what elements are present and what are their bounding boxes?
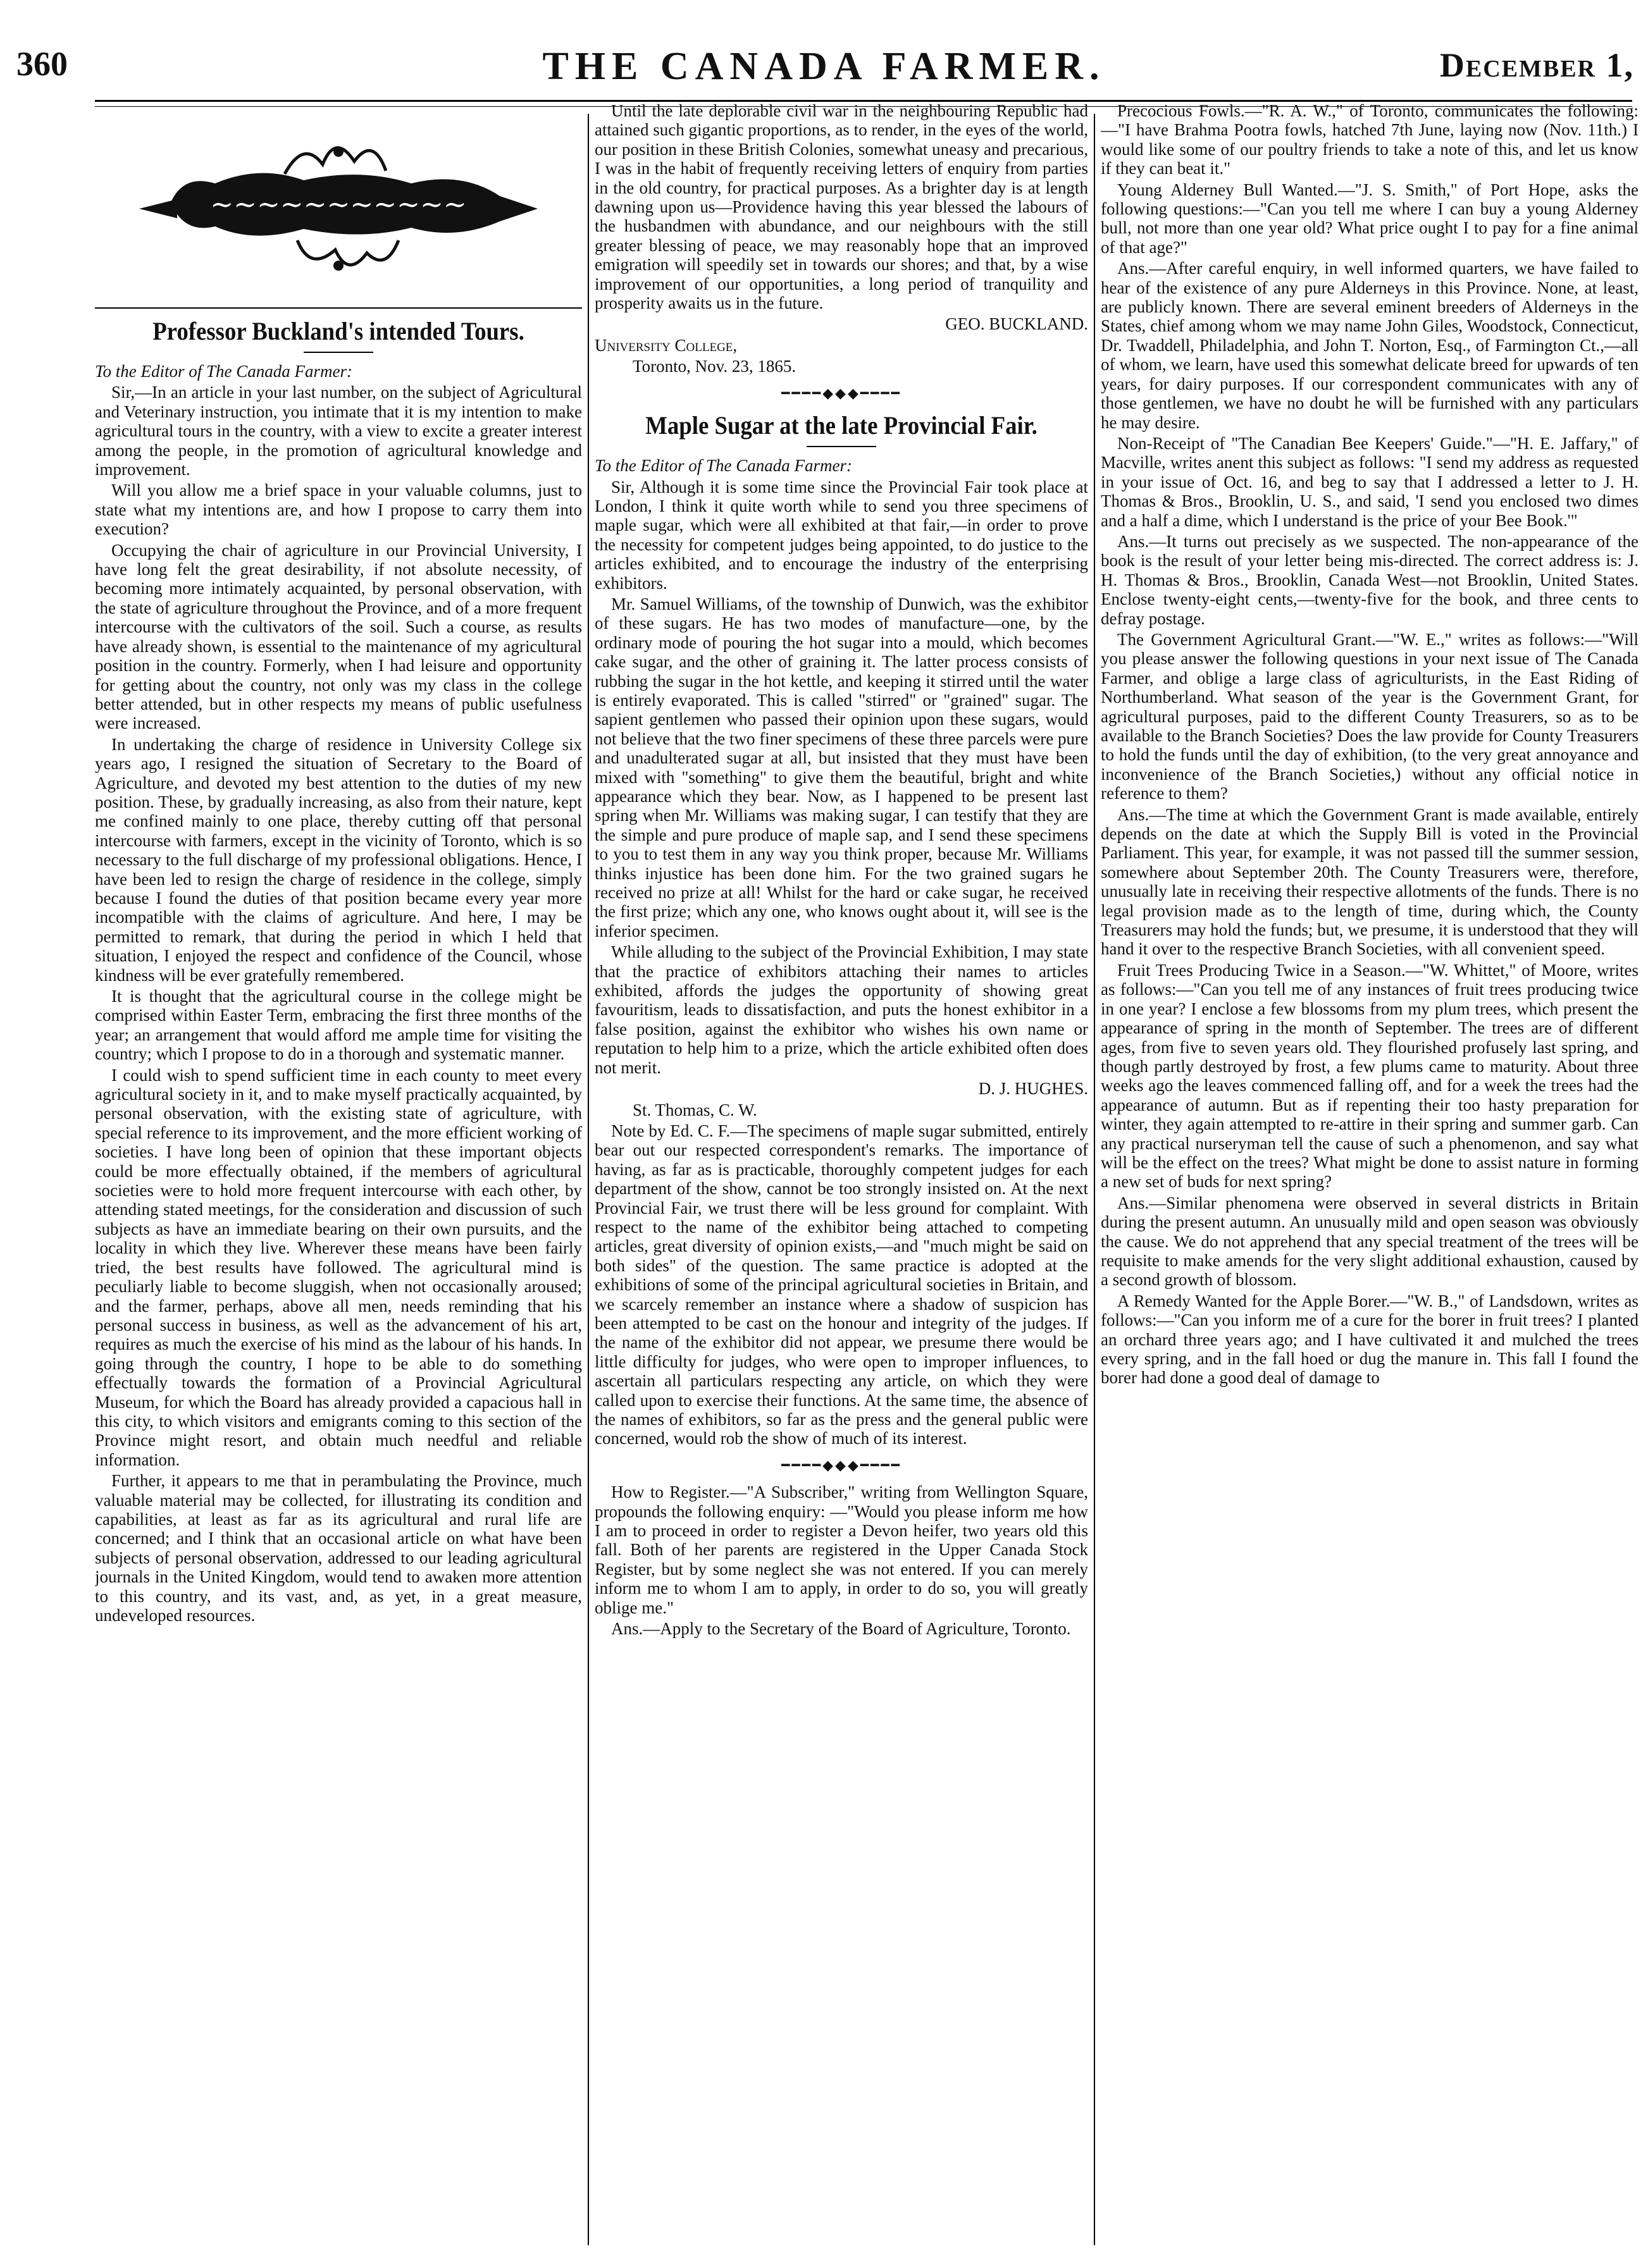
divider-ornament: ━━━━◆◆◆━━━━ [781,385,901,401]
paragraph: Non-Receipt of "The Canadian Bee Keepers' Guide."—"H. E. Jaffary," of Macville, writes anent this subject as follows: "I send my address as requested in your issue of Oct. 16, and beg to say that I addressed a letter to J. H. Thomas & Bros., Brooklin, U. S., and said, 'I send you enclosed two dimes and a half a dime, which I understand is the price of your Bee Book.'" [1101,433,1639,530]
paragraph: It is thought that the agricultural course in the college might be comprised within Easter Term, embracing the first three months of the year; an arrangement that would afford me ample time for visiting the country; which I propose to do in a thorough and systematic manner. [95,987,582,1064]
paragraph: In undertaking the charge of residence in University College six years ago, I resigned the situation of Secretary to the Board of Agriculture, and devoted my best attention to the duties of my new position. These, by gradually increasing, as also from their nature, kept me confined mainly to one place, thereby cutting off that personal intercourse with farmers, except in the vicinity of Toronto, which is so necessary to the full discharge of my professional obligations. Hence, I have been led to resign the charge of residence in the college, simply because I found the duties of that position became every year more incompatible with the claims of agriculture. And here, I may be permitted to remark, that during the period in which I held that situation, I enjoyed the respect and confidence of the Council, whose kindness will be ever gratefully remembered. [95,734,582,985]
section-rule [95,307,582,309]
column-divider-1 [588,114,589,2245]
signature: GEO. BUCKLAND. [945,314,1088,334]
paragraph: Ans.—The time at which the Government Grant is made available, entirely depends on the date at which the Supply Bill is voted in the Provincial Parliament. This year, for example, it was not passed till the summer session, somewhere about September 20th. The County Treasurers were, therefore, unusually late in receiving their respective allotments of the funds. There is no legal provision made as to the length of time, during which, the County Treasurers may hold the funds; but, we presume, it is understood that they will hand it over to the respective Branch Societies, with all convenient speed. [1101,804,1639,959]
paragraph: While alluding to the subject of the Provincial Exhibition, I may state that the practice of exhibitors attaching their names to articles exhibited, affords the judges the opportunity of showing great favouritism, leads to dissatisfaction, and puts the honest exhibitor in a false position, against the exhibitor who wishes his own name or reputation to help him to a prize, which the article exhibited often does not merit. [595,942,1088,1077]
paragraph: Occupying the chair of agriculture in our Provincial University, I have long felt the great desirability, if not absolute necessity, of becoming more intimately acquainted, by personal observation, with the state of agriculture throughout the Province, and of a more frequent intercourse with the cultivators of the soil. Such a course, as results have already shown, is essential to the maintenance of my agricultural position in the country. Formerly, when I had leisure and opportunity for getting about the country, not only was my class in the college better attended, but in other respects my means of public usefulness were increased. [95,540,582,733]
column-3 [1101,101,1639,2239]
paragraph: Further, it appears to me that in perambulating the Province, much valuable material may be collected, for illustrating its condition and capabilities, at least as far as its agricultural and rural life are concerned; and I think that an occasional article on what have been subjects of personal observation, addressed to our leading agricultural journals in the United Kingdom, would tend to awaken more attention to this country, and its vast, and, as yet, in a great measure, undeveloped resources. [95,1471,582,1625]
editor-note: Note by Ed. C. F.—The specimens of maple sugar submitted, entirely bear out our respected correspondent's remarks. The importance of having, as far as is practicable, thoroughly competent judges for each department of the show, cannot be too strongly insisted on. At the next Provincial Fair, we trust there will be less ground for complaint. With respect to the name of the exhibitor being attached to competing articles, great diversity of opinion exists,—and "much might be said on both sides" of the question. The same practice is adopted at the exhibitions of some of the principal agricultural societies in Britain, and we scarcely remember an instance where a shadow of suspicion has been attempted to be cast on the honour and integrity of the judges. If the name of the exhibitor did not appear, we presume there would be little difficulty for judges, who were open to improper influences, to ascertain all particulars respecting any article, on which they were called upon to exercise their functions. At the same time, the absence of the names of exhibitors, so far as the press and the general public were concerned, would rob the show of much of its interest. [595,1121,1088,1448]
paragraph: Ans.—It turns out precisely as we suspected. The non-appearance of the book is the result of your letter being mis-directed. The correct address is: J. H. Thomas & Bros., Brooklin, Canada West—not Brooklin, United States. Enclose twenty-eight cents,—twenty-five for the book, and three cents to defray postage. [1101,531,1639,628]
salutation: To the Editor of The Canada Farmer: [595,456,853,476]
paragraph: Ans.—After careful enquiry, in well informed quarters, we have failed to hear of the existence of any pure Alderneys in this Province. None, at least, are publicly known. There are several eminent breeders of Alderneys in the States, chief among whom we may name John Giles, Woodstock, Connecticut, Dr. Twaddell, Philadelphia, and John T. Norton, Esq., of Farmington Ct.,—all of whom, we learn, have used this somewhat delicate breed for upwards of ten years, for dairy purposes. If our correspondent communicates with any of those gentlemen, we have no doubt he will be furnished with any particulars he may desire. [1101,259,1639,432]
column-2 [595,101,1088,2239]
signature-place: University College, [595,335,738,355]
paragraph: Ans.—Apply to the Secretary of the Board of Agriculture, Toronto. [611,1619,1071,1639]
page-header [0,44,1648,89]
issue-date: December 1, [1439,46,1634,84]
paragraph: How to Register.—"A Subscriber," writing from Wellington Square, propounds the following enquiry: —"Would you please inform me how I am to proceed in order to register a Devon heifer, two years old this fall. Both of her parents are registered in the Upper Canada Stock Register, but by some neglect she was not entered. If you can merely inform me to whom I am to apply, in order to do so, you will greatly oblige me." [595,1482,1088,1617]
paragraph: Mr. Samuel Williams, of the township of Dunwich, was the exhibitor of these sugars. He has two modes of manufacture—one, by the ordinary mode of pouring the hot sugar into a mould, which becomes cake sugar, and the other of graining it. The latter process consists of rubbing the sugar in the hot kettle, and keeping it stirred until the water is entirely evaporated. This is called "stirred" or "grained" sugar. The sapient gentlemen who passed their opinion upon these sugars, would not believe that the two finer specimens of these three parcels were pure and unadulterated sugar at all, but insisted that they must have been mixed with "something" to give them the beautiful, bright and white appearance which they bear. Now, as I happened to be present last spring when Mr. Williams was making sugar, I can testify that they are the simple and pure produce of maple sap, and I send these specimens to you to test them in any way you think proper, because Mr. Williams thinks injustice has been done him. For the two grained sugars he received no prize at all! Whilst for the hard or cake sugar, he received the first prize; which any one, who knows ought about it, will see is the inferior specimen. [595,594,1088,940]
signature: D. J. HUGHES. [978,1079,1088,1099]
salutation: To the Editor of The Canada Farmer: [95,362,353,381]
page-number: 360 [16,45,68,83]
paragraph: I could wish to spend sufficient time in each county to meet every agricultural society in it, and to make myself practically acquainted, by personal observation, with the existing state of agriculture, with special reference to its improvement, and the more efficient working of societies. I have long been of opinion that these important objects could be more effectually obtained, if the members of agricultural societies were to hold more frequent intercourse with each other, by attending stated meetings, for the consideration and discussion of such subjects as have an immediate bearing on their own pursuits, and the locality in which they live. Wherever these means have been fairly tried, the best results have followed. The agricultural mind is peculiarly liable to become sluggish, when not occasionally aroused; and the farmer, perhaps, above all men, needs reminding that his personal success in business, as well as the advancement of his art, requires as much the exercise of his mind as the labour of his hands. In going through the country, I hope to be able to do something effectually towards the formation of a Provincial Agricultural Museum, for which the Board has already provided a capacious hall in this city, to which visitors and emigrants coming to this section of the Province might resort, and obtain much needful and reliable information. [95,1065,582,1469]
paragraph: Young Alderney Bull Wanted.—"J. S. Smith," of Port Hope, asks the following questions:—"Can you tell me where I can buy a young Alderney bull, not more than one year old? What price ought I to pay for a fine animal of that age?" [1101,180,1639,257]
divider-ornament: ━━━━◆◆◆━━━━ [781,1457,901,1473]
svg-text:~~~~~~~~~~~: ~~~~~~~~~~~ [210,188,467,221]
paragraph: Sir,—In an article in your last number, on the subject of Agricultural and Veterinary instruction, you intimate that it is my intention to make agricultural tours in the country, with a view to excite a greater interest among the people, in the promotion of agricultural knowledge and improvement. [95,383,582,479]
column-1 [95,114,582,2252]
article-title: Maple Sugar at the late Provincial Fair. [645,411,1038,440]
paragraph: A Remedy Wanted for the Apple Borer.—"W. B.," of Landsdown, writes as follows:—"Can you inform me of a cure for the borer in fruit trees? I planted an orchard three years ago; and I have cultivated it and mulched the trees every spring, and in the fall hoed or dug the manure in. This fall I found the borer had done a good deal of damage to [1101,1291,1639,1388]
paragraph: Precocious Fowls.—"R. A. W.," of Toronto, communicates the following:—"I have Brahma Pootra fowls, hatched 7th June, laying now (Nov. 11th.) I would like some of our poultry friends to take a note of this, and let us know if they can beat it." [1101,101,1639,178]
title-rule [807,446,876,447]
paragraph: Sir, Although it is some time since the Provincial Fair took place at London, I think it quite worth while to send you three specimens of maple sugar, which were all exhibited at that fair,—in order to prove the necessity for competent judges being appointed, to do justice to the articles exhibited, and to encourage the industry of the enterprising exhibitors. [595,477,1088,593]
signature-date: Toronto, Nov. 23, 1865. [633,357,796,376]
correspondence-logo-icon [95,114,582,297]
signature-place: St. Thomas, C. W. [633,1100,757,1119]
article-title: Professor Buckland's intended Tours. [152,317,524,345]
paragraph: Fruit Trees Producing Twice in a Season.—"W. Whittet," of Moore, writes as follows:—"Can you tell me of any instances of fruit trees producing twice in one year? I enclose a few blossoms from my plum trees, which present the appearance of spring in the month of September. The trees are of different ages, from five to seven years old. They flourished profusely last spring, and though partly destroyed by frost, a few plums came to maturity. About three weeks ago the leaves commenced falling off, and for a week the trees had the appearance of autumn. But as if repenting their too hasty preparation for winter, they again attempted to re-attire in their spring and summer garb. Can any practical nurseryman tell the cause of such a phenomenon, and say what will be the effect on the trees? What might be done to assist nature in forming a new set of buds for next spring? [1101,960,1639,1192]
column-divider-2 [1094,114,1095,2245]
paragraph: Ans.—Similar phenomena were observed in several districts in Britain during the present autumn. An unusually mild and open season was obviously the cause. We do not apprehend that any special treatment of the trees will be requisite to make amends for the very slight additional exhaustion, caused by a second growth of blossom. [1101,1193,1639,1290]
masthead-title: THE CANADA FARMER. [542,45,1106,88]
title-rule [304,352,373,353]
paragraph: Will you allow me a brief space in your valuable columns, just to state what my intentions are, and how I propose to carry them into execution? [95,481,582,539]
paragraph: Until the late deplorable civil war in the neighbouring Republic had attained such gigantic proportions, as to render, in the eyes of the world, our position in these British Colonies, somewhat uneasy and precarious, I was in the habit of frequently receiving letters of enquiry from parties in the old country, for practical purposes. As a brighter day is at length dawning upon us—Providence having this year blessed the labours of the husbandmen with abundance, and our neighbours with the still greater blessing of peace, we may reasonably hope that an improved emigration will speedily set in towards our shores; and that, by a wise improvement of our opportunities, a long period of tranquility and prosperity awaits us in the future. [595,101,1088,313]
paragraph: The Government Agricultural Grant.—"W. E.," writes as follows:—"Will you please answer the following questions in your next issue of The Canada Farmer, and oblige a large class of agriculturists, in the East Riding of Northumberland. What season of the year is the Government Grant, for agricultural purposes, paid to the different County Treasurers, so as to be available to the Branch Societies? Does the law provide for County Treasurers to hold the funds until the day of exhibition, (to the very great annoyance and inconvenience of the Branch Societies,) without any official notice in reference to them? [1101,629,1639,803]
